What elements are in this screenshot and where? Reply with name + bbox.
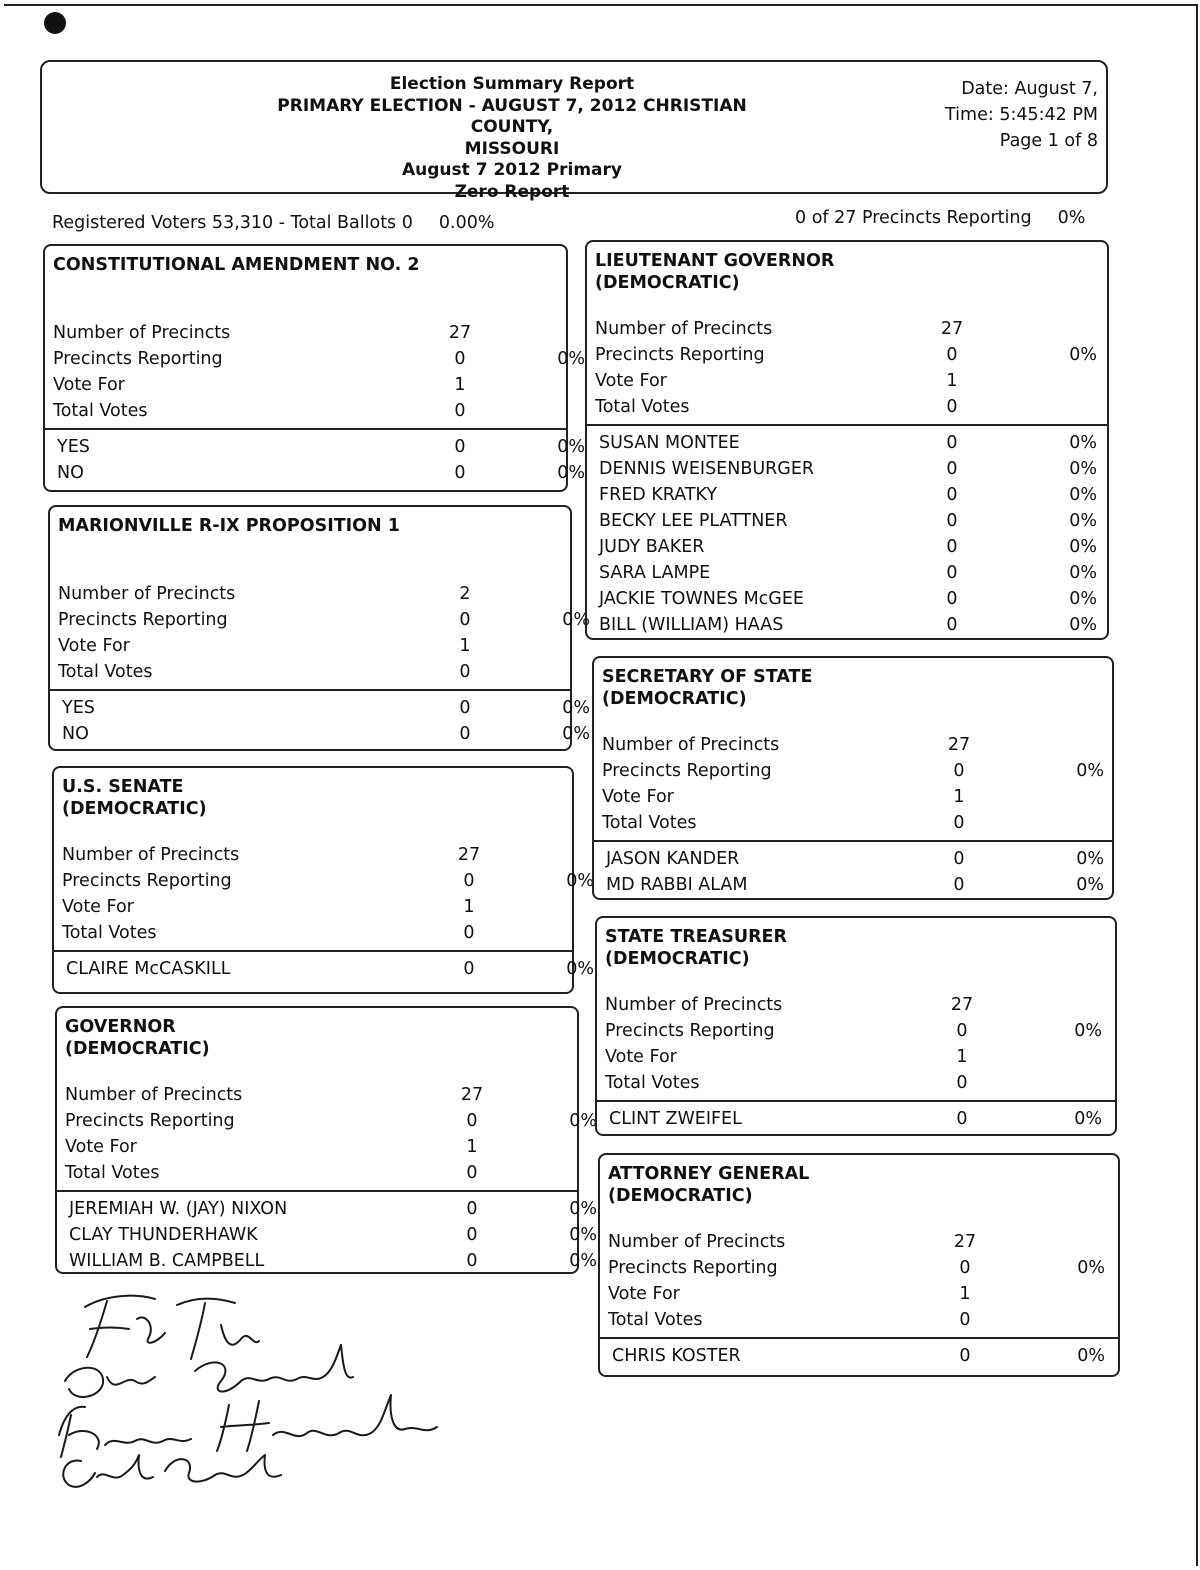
candidate-name: NO [57, 463, 84, 483]
candidate-name: YES [57, 437, 90, 457]
vote-for-value: 1 [953, 787, 965, 807]
candidate-name: CLINT ZWEIFEL [609, 1109, 742, 1129]
candidate-pct: 0% [1069, 563, 1097, 583]
number-of-precincts-value: 27 [953, 1232, 977, 1252]
candidate-pct: 0% [1069, 459, 1097, 479]
candidate-name: FRED KRATKY [599, 485, 718, 505]
stat-row-precincts-reporting [45, 346, 585, 372]
stat-row-precincts-reporting [587, 342, 1107, 368]
candidate-name: MD RABBI ALAM [606, 875, 748, 895]
number-of-precincts-label: Number of Precincts [53, 323, 231, 343]
number-of-precincts-label: Number of Precincts [595, 319, 773, 339]
candidate-list [57, 1196, 597, 1274]
election-name-line1: PRIMARY ELECTION - AUGUST 7, 2012 CHRISTIAN COUNTY, [277, 95, 747, 137]
candidate-pct: 0% [562, 724, 590, 744]
candidate-pct: 0% [1077, 1346, 1105, 1366]
number-of-precincts-label: Number of Precincts [605, 995, 783, 1015]
total-votes-label: Total Votes [605, 1073, 700, 1093]
report-header [40, 60, 1108, 202]
candidate-pct: 0% [1076, 875, 1104, 895]
stat-row-vote-for [57, 1134, 577, 1160]
stat-row-precincts-reporting [50, 607, 590, 633]
voter-summary [52, 213, 520, 233]
total-votes-label: Total Votes [608, 1310, 703, 1330]
stat-row-vote-for [54, 894, 572, 920]
precincts-reporting-pct: 0% [557, 349, 585, 369]
candidate-votes: 0 [946, 615, 958, 635]
candidate-votes: 0 [463, 959, 475, 979]
candidate-row [587, 482, 1107, 508]
stat-row-total-votes [57, 1160, 577, 1186]
report-date: Date: August 7, [961, 79, 1098, 99]
precincts-reporting-value: 0 [956, 1021, 968, 1041]
candidate-list [45, 434, 585, 486]
total-votes-label: Total Votes [58, 662, 153, 682]
candidate-votes: 0 [946, 589, 958, 609]
race-governor-democratic [55, 1006, 597, 1274]
signature-4 [63, 1455, 281, 1487]
vote-for-label: Vote For [605, 1047, 677, 1067]
candidate-votes: 0 [946, 459, 958, 479]
results-divider [50, 689, 570, 691]
candidate-pct: 0% [1069, 511, 1097, 531]
stat-row-total-votes [54, 920, 572, 946]
vote-for-value: 1 [459, 636, 471, 656]
candidate-votes: 0 [459, 724, 471, 744]
candidate-votes: 0 [953, 849, 965, 869]
candidate-name: JUDY BAKER [599, 537, 705, 557]
precincts-reporting-pct: 0% [1074, 1021, 1102, 1041]
race-state-treasurer-democratic [595, 916, 1117, 1136]
candidate-votes: 0 [454, 463, 466, 483]
candidate-name: CLAIRE McCASKILL [66, 959, 231, 979]
candidate-list [587, 430, 1107, 638]
candidate-name: BECKY LEE PLATTNER [599, 511, 788, 531]
candidate-pct: 0% [569, 1251, 597, 1271]
stat-row-vote-for [45, 372, 566, 398]
candidate-name: JASON KANDER [606, 849, 740, 869]
candidate-name: DENNIS WEISENBURGER [599, 459, 815, 479]
stat-row-total-votes [594, 810, 1112, 836]
race-lieutenant-governor-democratic [585, 240, 1109, 640]
candidate-row [597, 1106, 1115, 1132]
candidate-row [587, 612, 1107, 638]
signature-2 [65, 1345, 353, 1397]
candidate-pct: 0% [569, 1225, 597, 1245]
results-divider [600, 1337, 1118, 1339]
total-votes-value: 0 [959, 1310, 971, 1330]
precincts-reporting-value: 0 [466, 1111, 478, 1131]
stat-row-vote-for [50, 633, 570, 659]
candidate-row [594, 872, 1112, 898]
stat-row-total-votes [600, 1307, 1118, 1333]
stat-row-total-votes [45, 398, 566, 424]
candidate-pct: 0% [566, 959, 594, 979]
number-of-precincts-value: 27 [947, 735, 971, 755]
number-of-precincts-label: Number of Precincts [602, 735, 780, 755]
number-of-precincts-value: 27 [460, 1085, 484, 1105]
turnout-pct: 0.00% [438, 213, 495, 233]
precincts-reporting-summary: 0 of 27 Precincts Reporting [795, 208, 1032, 228]
report-type: Zero Report [454, 181, 570, 202]
vote-for-label: Vote For [608, 1284, 680, 1304]
candidate-row [587, 534, 1107, 560]
candidate-list [597, 1106, 1115, 1132]
candidate-row [45, 460, 585, 486]
candidate-votes: 0 [953, 875, 965, 895]
precincts-reporting-pct: 0% [562, 610, 590, 630]
vote-for-label: Vote For [595, 371, 667, 391]
candidate-list [54, 956, 594, 982]
registered-voters: Registered Voters 53,310 - Total Ballots 0 [52, 213, 413, 233]
stat-row-number-of-precincts [54, 842, 572, 868]
vote-for-label: Vote For [62, 897, 134, 917]
vote-for-value: 1 [454, 375, 466, 395]
candidate-pct: 0% [1074, 1109, 1102, 1129]
race-title: ATTORNEY GENERAL (DEMOCRATIC) [608, 1164, 810, 1206]
precincts-reporting-pct: 0% [1076, 761, 1104, 781]
total-votes-value: 0 [946, 397, 958, 417]
punch-hole-mark [44, 12, 66, 34]
stat-row-number-of-precincts [587, 316, 1107, 342]
race-secretary-of-state-democratic [592, 656, 1114, 900]
precincts-reporting-pct: 0% [1057, 208, 1086, 228]
candidate-pct: 0% [1069, 537, 1097, 557]
candidate-votes: 0 [959, 1346, 971, 1366]
total-votes-value: 0 [459, 662, 471, 682]
precinct-summary [795, 208, 1085, 228]
precincts-reporting-value: 0 [459, 610, 471, 630]
precincts-reporting-pct: 0% [1077, 1258, 1105, 1278]
race-stats [54, 842, 594, 946]
stat-row-number-of-precincts [45, 320, 566, 346]
number-of-precincts-label: Number of Precincts [65, 1085, 243, 1105]
candidate-pct: 0% [569, 1199, 597, 1219]
total-votes-label: Total Votes [65, 1163, 160, 1183]
total-votes-label: Total Votes [62, 923, 157, 943]
candidate-row [50, 695, 590, 721]
candidate-name: SUSAN MONTEE [599, 433, 740, 453]
stat-row-total-votes [50, 659, 570, 685]
candidate-votes: 0 [946, 433, 958, 453]
stat-row-vote-for [587, 368, 1107, 394]
signature-1 [85, 1296, 259, 1359]
candidate-row [50, 721, 590, 747]
number-of-precincts-value: 27 [457, 845, 481, 865]
stat-row-number-of-precincts [50, 581, 570, 607]
candidate-row [587, 508, 1107, 534]
race-title: CONSTITUTIONAL AMENDMENT NO. 2 [53, 255, 420, 275]
candidate-row [587, 456, 1107, 482]
vote-for-label: Vote For [602, 787, 674, 807]
number-of-precincts-value: 27 [940, 319, 964, 339]
candidate-pct: 0% [562, 698, 590, 718]
number-of-precincts-value: 27 [950, 995, 974, 1015]
race-stats [594, 732, 1112, 836]
race-marionville-proposition-1 [48, 505, 590, 751]
vote-for-value: 1 [956, 1047, 968, 1067]
stat-row-vote-for [600, 1281, 1118, 1307]
candidate-votes: 0 [946, 511, 958, 531]
precincts-reporting-label: Precincts Reporting [62, 871, 232, 891]
candidate-name: WILLIAM B. CAMPBELL [69, 1251, 265, 1271]
race-title: U.S. SENATE (DEMOCRATIC) [62, 777, 207, 819]
election-subtitle: August 7 2012 Primary [402, 160, 622, 180]
candidate-pct: 0% [1069, 433, 1097, 453]
race-stats [45, 320, 585, 424]
race-constitutional-amendment-2 [43, 244, 585, 492]
race-stats [600, 1229, 1118, 1333]
candidate-list [50, 695, 590, 747]
candidate-name: CLAY THUNDERHAWK [69, 1225, 258, 1245]
number-of-precincts-value: 2 [459, 584, 471, 604]
total-votes-value: 0 [454, 401, 466, 421]
stat-row-number-of-precincts [597, 992, 1115, 1018]
candidate-row [587, 560, 1107, 586]
candidate-votes: 0 [946, 563, 958, 583]
candidate-votes: 0 [454, 437, 466, 457]
precincts-reporting-pct: 0% [569, 1111, 597, 1131]
precincts-reporting-label: Precincts Reporting [595, 345, 765, 365]
report-time: Time: 5:45:42 PM [945, 105, 1098, 125]
candidate-pct: 0% [1069, 485, 1097, 505]
total-votes-label: Total Votes [602, 813, 697, 833]
race-attorney-general-democratic [598, 1153, 1120, 1377]
precincts-reporting-value: 0 [454, 349, 466, 369]
precincts-reporting-label: Precincts Reporting [58, 610, 228, 630]
stat-row-vote-for [597, 1044, 1115, 1070]
vote-for-label: Vote For [58, 636, 130, 656]
candidate-name: NO [62, 724, 89, 744]
precincts-reporting-label: Precincts Reporting [602, 761, 772, 781]
results-divider [45, 428, 566, 430]
stat-row-vote-for [594, 784, 1112, 810]
candidate-row [57, 1248, 597, 1274]
candidate-votes: 0 [946, 537, 958, 557]
precincts-reporting-label: Precincts Reporting [608, 1258, 778, 1278]
precincts-reporting-value: 0 [463, 871, 475, 891]
race-title: LIEUTENANT GOVERNOR (DEMOCRATIC) [595, 251, 835, 293]
race-title: MARIONVILLE R-IX PROPOSITION 1 [58, 516, 400, 536]
candidate-list [600, 1343, 1118, 1369]
candidate-pct: 0% [557, 437, 585, 457]
results-divider [54, 950, 572, 952]
race-us-senate-democratic [52, 766, 594, 994]
number-of-precincts-label: Number of Precincts [62, 845, 240, 865]
candidate-row [57, 1222, 597, 1248]
candidate-pct: 0% [1076, 849, 1104, 869]
candidate-row [57, 1196, 597, 1222]
stat-row-number-of-precincts [594, 732, 1112, 758]
precincts-reporting-label: Precincts Reporting [53, 349, 223, 369]
total-votes-label: Total Votes [53, 401, 148, 421]
stat-row-precincts-reporting [597, 1018, 1115, 1044]
results-divider [587, 424, 1107, 426]
header-titles [242, 74, 782, 203]
race-title: STATE TREASURER (DEMOCRATIC) [605, 927, 787, 969]
precincts-reporting-value: 0 [953, 761, 965, 781]
candidate-row [45, 434, 585, 460]
report-title: Election Summary Report [389, 74, 635, 94]
candidate-list [594, 846, 1112, 898]
candidate-name: CHRIS KOSTER [612, 1346, 741, 1366]
candidate-votes: 0 [459, 698, 471, 718]
candidate-name: SARA LAMPE [599, 563, 711, 583]
candidate-votes: 0 [466, 1225, 478, 1245]
page-number: Page 1 of 8 [999, 131, 1098, 151]
signature-3 [59, 1395, 437, 1457]
vote-for-label: Vote For [53, 375, 125, 395]
number-of-precincts-label: Number of Precincts [608, 1232, 786, 1252]
stat-row-precincts-reporting [594, 758, 1112, 784]
total-votes-value: 0 [463, 923, 475, 943]
precincts-reporting-label: Precincts Reporting [605, 1021, 775, 1041]
candidate-row [600, 1343, 1118, 1369]
total-votes-value: 0 [953, 813, 965, 833]
vote-for-value: 1 [466, 1137, 478, 1157]
results-divider [594, 840, 1112, 842]
vote-for-value: 1 [946, 371, 958, 391]
vote-for-value: 1 [463, 897, 475, 917]
stat-row-total-votes [597, 1070, 1115, 1096]
candidate-row [594, 846, 1112, 872]
precincts-reporting-label: Precincts Reporting [65, 1111, 235, 1131]
race-stats [597, 992, 1115, 1096]
precincts-reporting-value: 0 [946, 345, 958, 365]
number-of-precincts-value: 27 [448, 323, 472, 343]
stat-row-precincts-reporting [57, 1108, 597, 1134]
race-title: SECRETARY OF STATE (DEMOCRATIC) [602, 667, 813, 709]
precincts-reporting-pct: 0% [566, 871, 594, 891]
vote-for-value: 1 [959, 1284, 971, 1304]
candidate-row [587, 430, 1107, 456]
precincts-reporting-value: 0 [959, 1258, 971, 1278]
candidate-votes: 0 [946, 485, 958, 505]
stat-row-number-of-precincts [600, 1229, 1118, 1255]
results-divider [57, 1190, 577, 1192]
candidate-row [54, 956, 594, 982]
candidate-pct: 0% [1069, 589, 1097, 609]
candidate-votes: 0 [956, 1109, 968, 1129]
candidate-name: YES [62, 698, 95, 718]
candidate-name: BILL (WILLIAM) HAAS [599, 615, 784, 635]
candidate-name: JACKIE TOWNES McGEE [599, 589, 804, 609]
stat-row-total-votes [587, 394, 1107, 420]
candidate-votes: 0 [466, 1199, 478, 1219]
candidate-pct: 0% [557, 463, 585, 483]
candidate-row [587, 586, 1107, 612]
race-stats [50, 581, 590, 685]
stat-row-precincts-reporting [54, 868, 594, 894]
candidate-name: JEREMIAH W. (JAY) NIXON [69, 1199, 288, 1219]
results-divider [597, 1100, 1115, 1102]
election-name-line2: MISSOURI [464, 138, 560, 159]
candidate-pct: 0% [1069, 615, 1097, 635]
total-votes-value: 0 [956, 1073, 968, 1093]
signatures-image [45, 1285, 465, 1495]
candidate-votes: 0 [466, 1251, 478, 1271]
total-votes-value: 0 [466, 1163, 478, 1183]
total-votes-label: Total Votes [595, 397, 690, 417]
header-meta [908, 76, 1098, 154]
race-stats [587, 316, 1107, 420]
vote-for-label: Vote For [65, 1137, 137, 1157]
race-title: GOVERNOR (DEMOCRATIC) [65, 1017, 210, 1059]
race-stats [57, 1082, 597, 1186]
precincts-reporting-pct: 0% [1069, 345, 1097, 365]
number-of-precincts-label: Number of Precincts [58, 584, 236, 604]
stat-row-number-of-precincts [57, 1082, 577, 1108]
stat-row-precincts-reporting [600, 1255, 1118, 1281]
